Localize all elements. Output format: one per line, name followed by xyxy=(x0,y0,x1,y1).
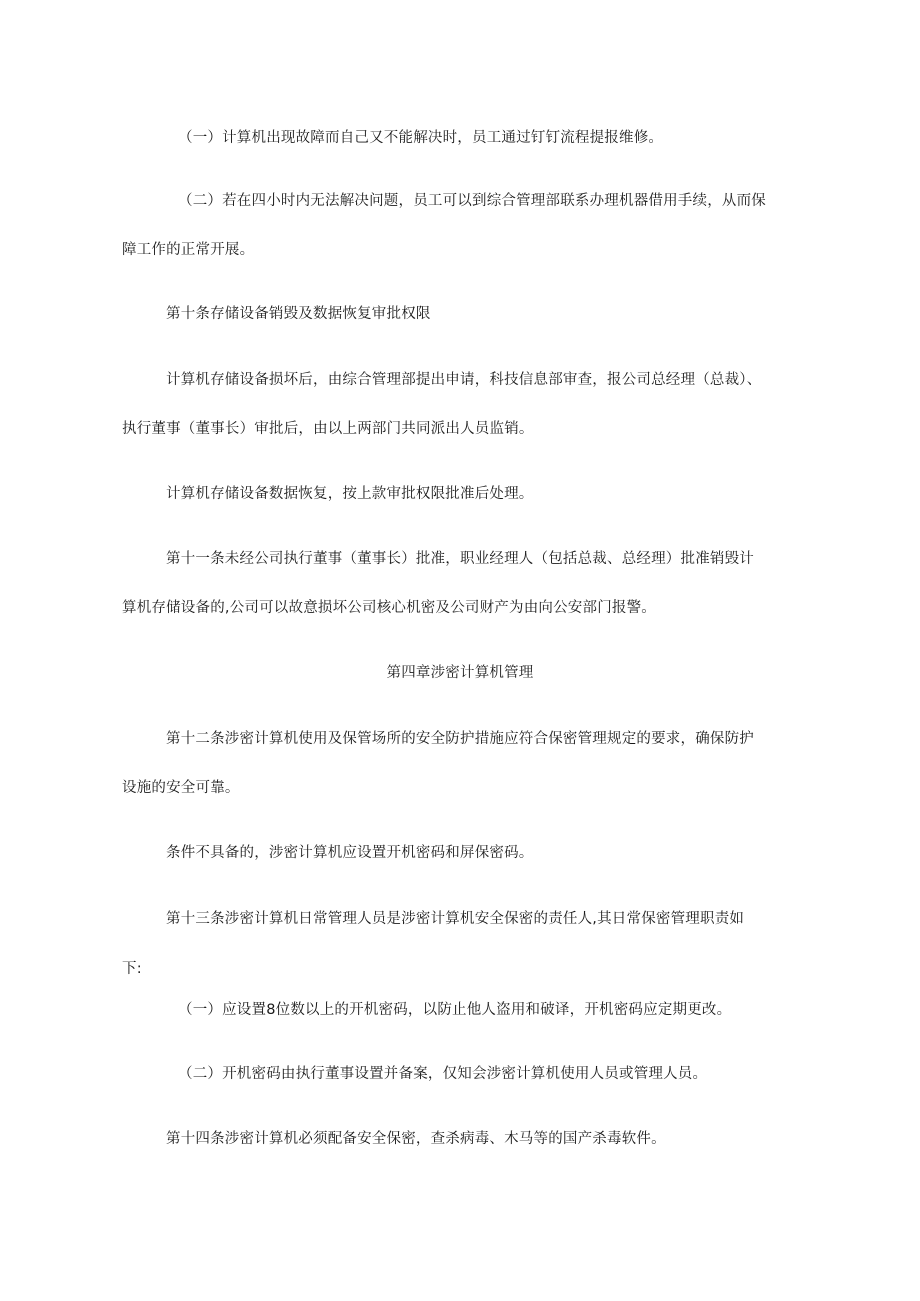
paragraph-line: （二）开机密码由执行董事设置并备案，仅知会涉密计算机使用人员或管理人员。 xyxy=(178,1066,708,1082)
paragraph-line: 条件不具备的，涉密计算机应设置开机密码和屏保密码。 xyxy=(166,845,534,861)
paragraph-line: 第十一条未经公司执行董事（董事长）批准，职业经理人（包括总裁、总经理）批准销毁计 xyxy=(166,551,754,567)
paragraph-line: （二）若在四小时内无法解决问题，员工可以到综合管理部联系办理机器借用手续，从而保 xyxy=(178,193,766,209)
paragraph-line: 第十三条涉密计算机日常管理人员是涉密计算机安全保密的责任人,其日常保密管理职责如 xyxy=(166,911,745,927)
paragraph-line: （一）计算机出现故障而自己又不能解决时，员工通过钉钉流程提报维修。 xyxy=(178,130,664,146)
paragraph-line: 计算机存储设备数据恢复，按上款审批权限批准后处理。 xyxy=(166,486,534,502)
paragraph-line: 设施的安全可靠。 xyxy=(122,780,240,796)
paragraph-line: 障工作的正常开展。 xyxy=(122,242,255,258)
paragraph-line: （一）应设置8位数以上的开机密码，以防止他人盗用和破译，开机密码应定期更改。 xyxy=(178,1002,732,1018)
paragraph-line: 计算机存储设备损坏后，由综合管理部提出申请，科技信息部审查，报公司总经理（总裁）、 xyxy=(166,372,762,388)
paragraph-line: 执行董事（董事长）审批后，由以上两部门共同派出人员监销。 xyxy=(122,421,534,437)
section-heading: 第十条存储设备销毁及数据恢复审批权限 xyxy=(166,306,431,322)
chapter-heading: 第四章涉密计算机管理 xyxy=(386,665,534,681)
paragraph-line: 下: xyxy=(122,961,142,977)
paragraph-line: 第十二条涉密计算机使用及保管场所的安全防护措施应符合保密管理规定的要求，确保防护 xyxy=(166,731,754,747)
paragraph-line: 第十四条涉密计算机必须配备安全保密，查杀病毒、木马等的国产杀毒软件。 xyxy=(166,1131,666,1147)
paragraph-line: 算机存储设备的,公司可以故意损坏公司核心机密及公司财产为由向公安部门报警。 xyxy=(122,600,657,616)
